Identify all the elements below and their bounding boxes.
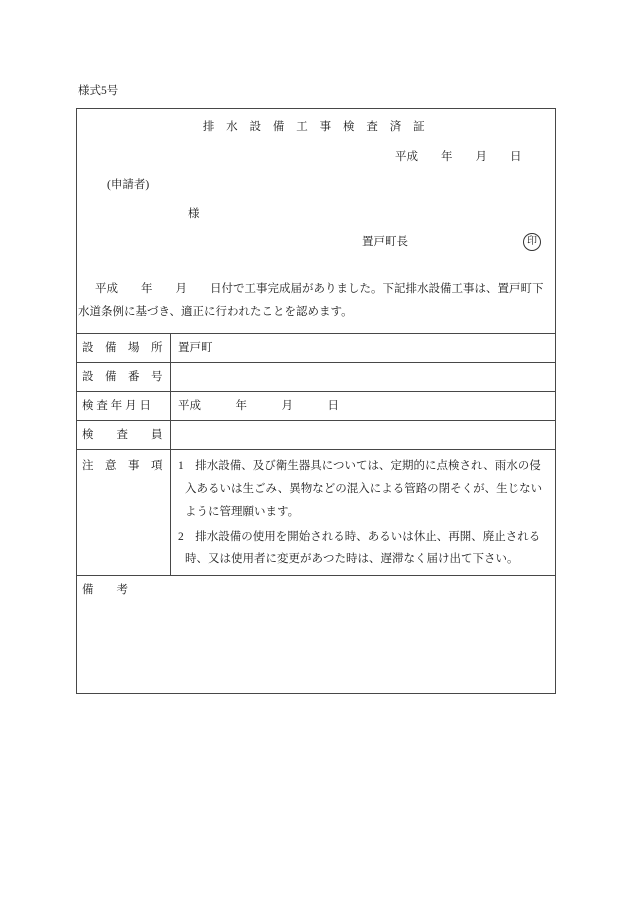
form-number: 様式5号 — [78, 85, 119, 97]
row-label: 設 備 番 号 — [77, 363, 171, 391]
notes-label: 注 意 事 項 — [77, 450, 171, 575]
note-line: 2 排水設備の使用を開始される時、あるいは休止、再開、廃止される — [178, 531, 541, 543]
document-title: 排 水 設 備 工 事 検 査 済 証 — [202, 121, 430, 133]
table-row-inspector — [77, 420, 555, 449]
table-row-location — [77, 333, 555, 362]
issuer-name: 置戸町長 — [362, 236, 408, 248]
note-line: 入あるいは生ごみ、異物などの混入による管路の閉そくが、生じない — [185, 483, 543, 495]
seal-icon: 印 — [523, 233, 541, 251]
body-text-line: 平成 年 月 日付で工事完成届がありました。下記排水設備工事は、置戸町下 — [95, 283, 544, 295]
note-line: 1 排水設備、及び衛生器具については、定期的に点検され、雨水の侵 — [178, 460, 541, 472]
applicant-label: (申請者) — [107, 179, 150, 191]
note-line: 時、又は使用者に変更があつた時は、遅滞なく届け出て下さい。 — [185, 553, 519, 565]
row-label: 検 査 年 月 日 — [77, 392, 171, 420]
row-value: 平成 年 月 日 — [178, 400, 339, 412]
row-label: 検 査 員 — [77, 421, 171, 449]
row-label: 設 備 場 所 — [77, 334, 171, 362]
table-row-number — [77, 362, 555, 391]
applicant-honorific: 様 — [188, 208, 200, 220]
body-text-line: 水道条例に基づき、適正に行われたことを認めます。 — [78, 306, 353, 318]
issue-date-line: 平成 年 月 日 — [395, 151, 522, 163]
certificate-form — [76, 108, 556, 694]
remarks-label: 備 考 — [82, 584, 128, 596]
table-row-notes — [77, 449, 555, 575]
note-line: ように管理願います。 — [185, 506, 300, 518]
table-row-inspection-date — [77, 391, 555, 420]
row-value: 置戸町 — [178, 342, 213, 354]
table-row-remarks — [77, 575, 555, 693]
